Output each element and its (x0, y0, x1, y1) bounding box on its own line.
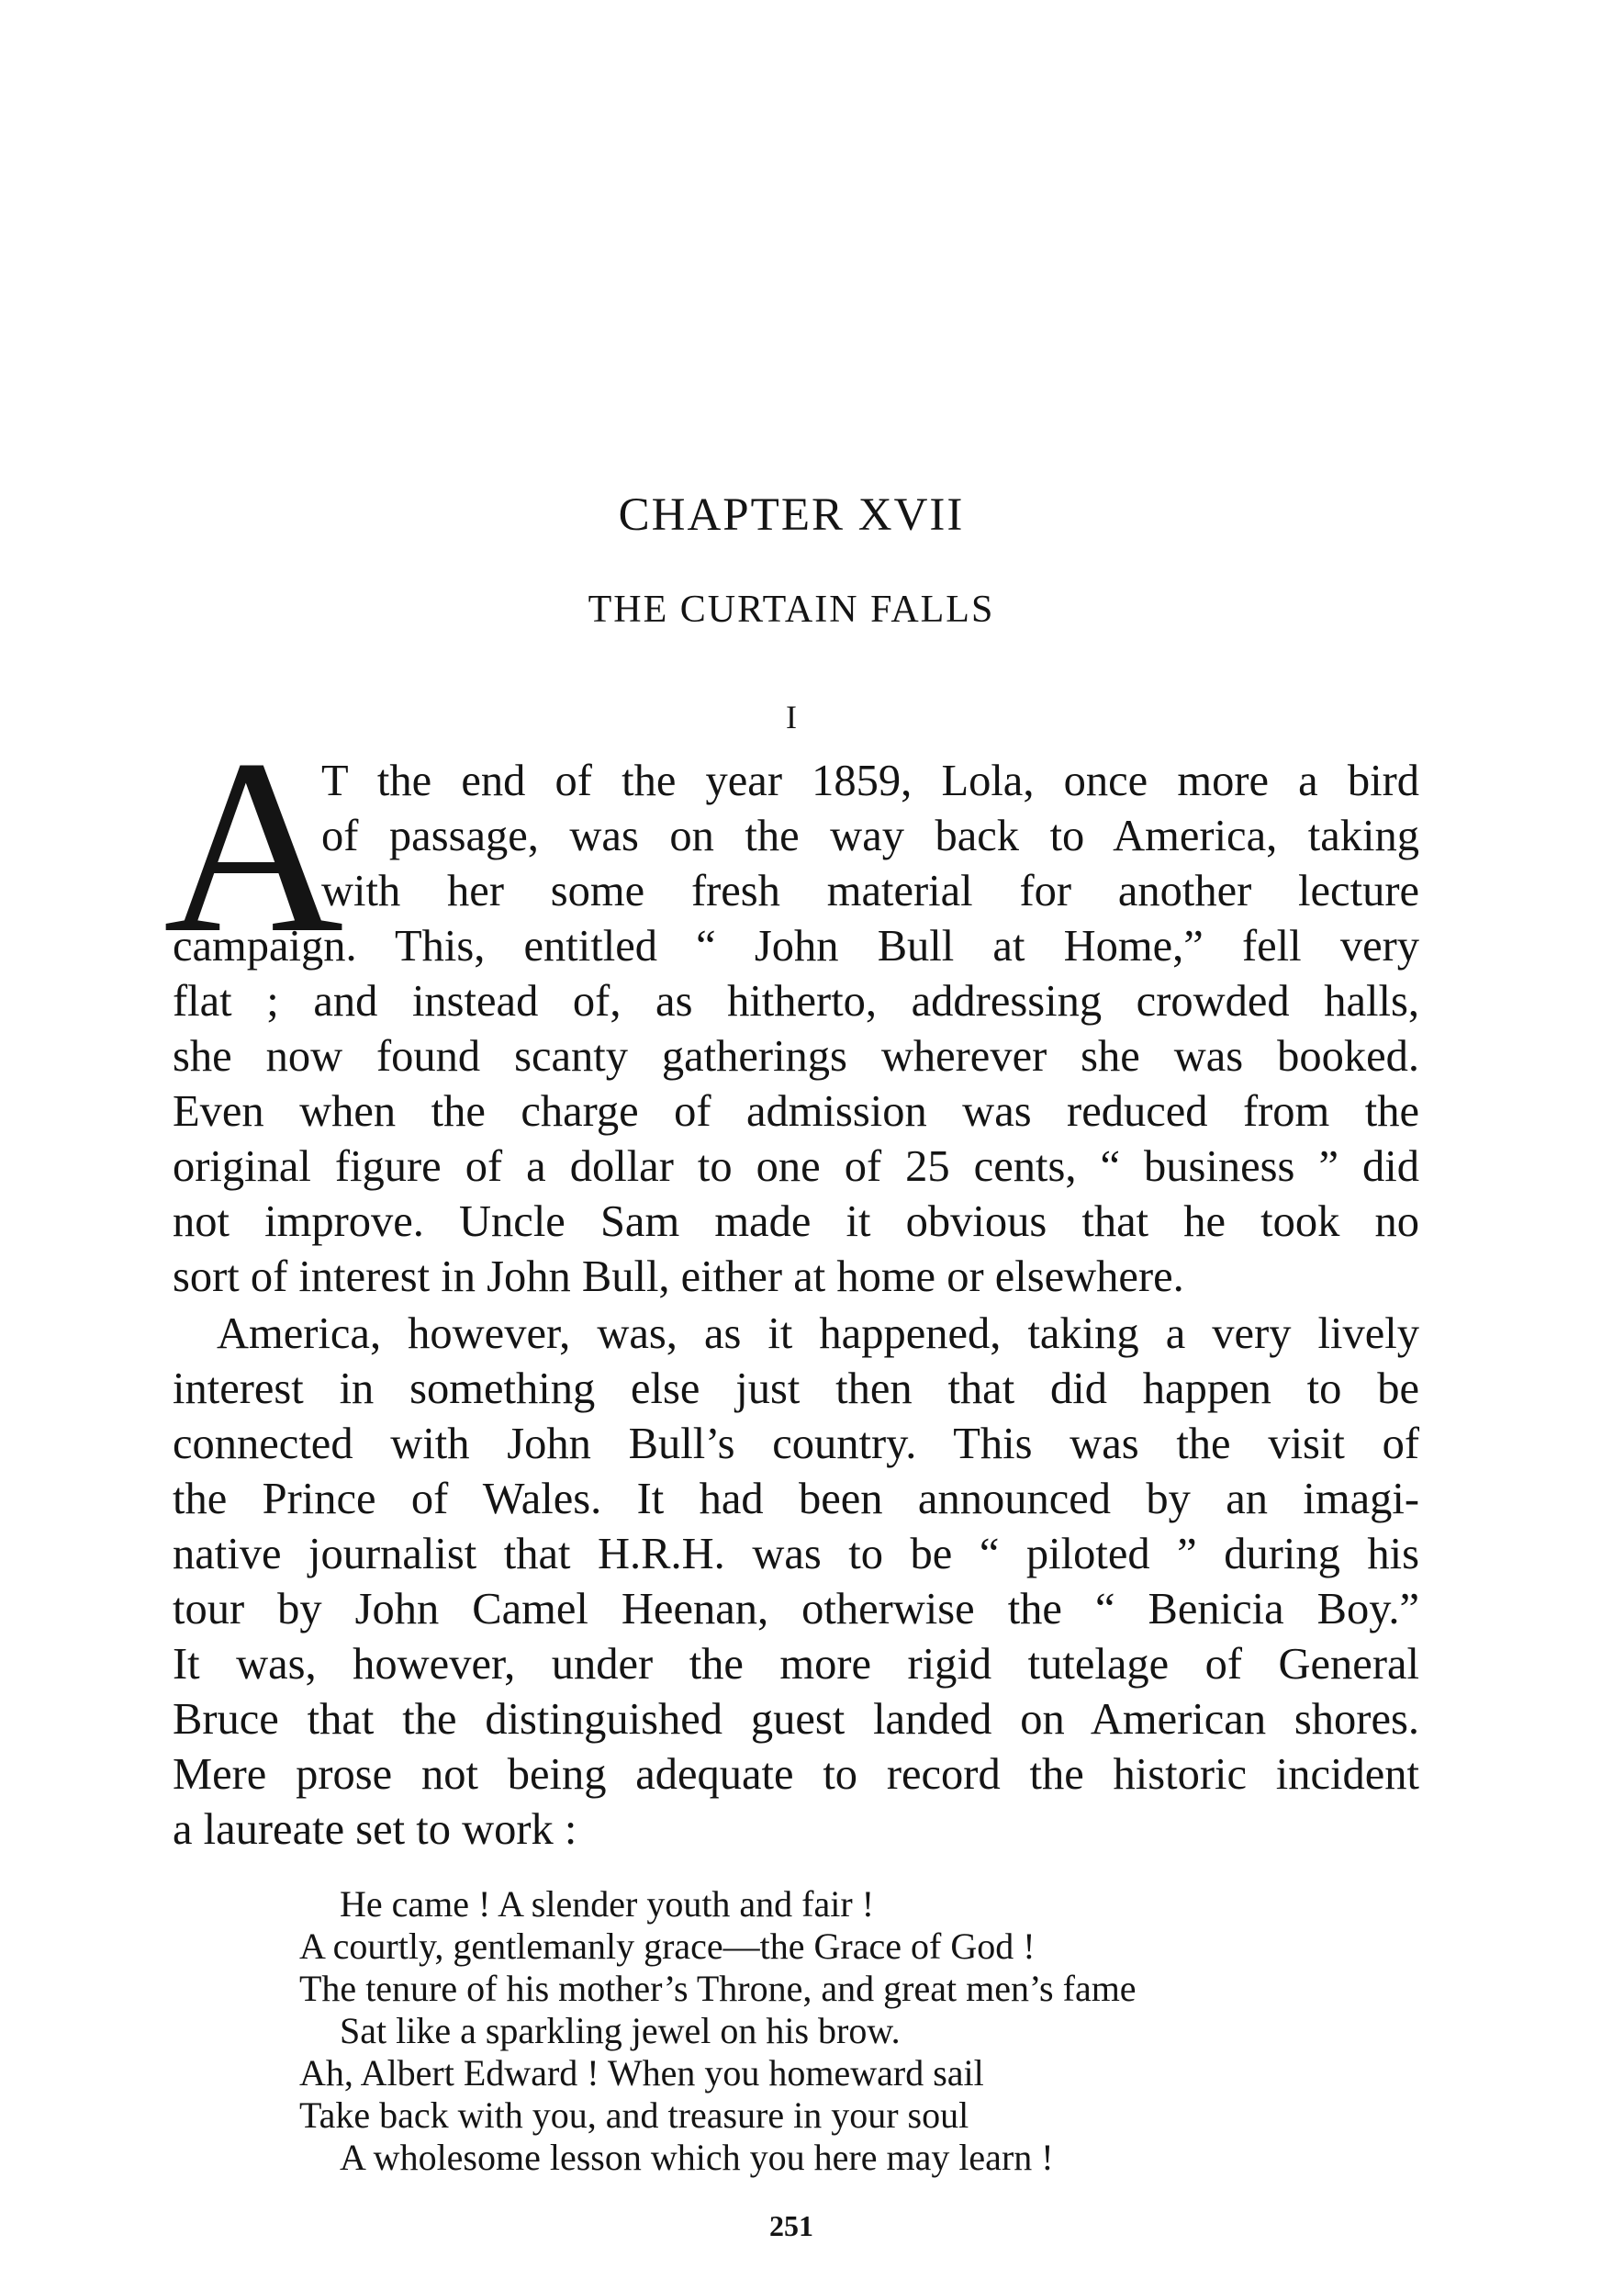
text-line: flat ; and instead of, as hitherto, addressing crowded halls, (173, 977, 1419, 1026)
verse-line: He came ! A slender youth and fair ! (340, 1883, 875, 1925)
verse-line: Take back with you, and treasure in your soul (299, 2094, 969, 2136)
text-line: connected with John Bull’s country. This was the visit of (173, 1420, 1419, 1468)
verse-line: The tenure of his mother’s Throne, and great men’s fame (299, 1968, 1137, 2009)
text-line: of passage, was on the way back to America, taking (321, 812, 1419, 860)
text-line: the Prince of Wales. It had been announced by an imagi- (173, 1475, 1419, 1523)
verse-line: Sat like a sparkling jewel on his brow. (340, 2010, 901, 2051)
text-line: interest in something else just then that did happen to be (173, 1364, 1419, 1413)
text-line: native journalist that H.R.H. was to be “ piloted ” during his (173, 1530, 1419, 1578)
text-line: Mere prose not being adequate to record the historic incident (173, 1750, 1419, 1799)
verse-line: A courtly, gentlemanly grace—the Grace of God ! (299, 1925, 1036, 1967)
text-line: campaign. This, entitled “ John Bull at Home,” fell very (173, 922, 1419, 971)
text-line: original figure of a dollar to one of 25 cents, “ business ” did (173, 1142, 1419, 1191)
chapter-title: THE CURTAIN FALLS (588, 589, 995, 631)
text-line: Even when the charge of admission was reduced from the (173, 1087, 1419, 1136)
verse-line: A wholesome lesson which you here may learn ! (340, 2137, 1054, 2178)
text-line: sort of interest in John Bull, either at home or elsewhere. (173, 1252, 1184, 1301)
verse-line: Ah, Albert Edward ! When you homeward sail (299, 2052, 984, 2094)
text-line: a laureate set to work : (173, 1805, 577, 1854)
text-line: with her some fresh material for another lecture (321, 867, 1419, 915)
text-line: not improve. Uncle Sam made it obvious that he took no (173, 1197, 1419, 1246)
text-line: America, however, was, as it happened, taking a very lively (217, 1309, 1419, 1358)
text-line: It was, however, under the more rigid tutelage of General (173, 1640, 1419, 1689)
page-number: 251 (769, 2209, 813, 2242)
text-line: tour by John Camel Heenan, otherwise the “ Benicia Boy.” (173, 1585, 1419, 1633)
drop-cap: A (163, 708, 344, 984)
section-number: I (786, 699, 797, 735)
text-line: she now found scanty gatherings wherever she was booked. (173, 1032, 1419, 1081)
text-line: Bruce that the distinguished guest landed on American shores. (173, 1695, 1419, 1744)
chapter-number: CHAPTER XVII (618, 489, 965, 541)
text-line: T the end of the year 1859, Lola, once more a bird (321, 757, 1419, 805)
